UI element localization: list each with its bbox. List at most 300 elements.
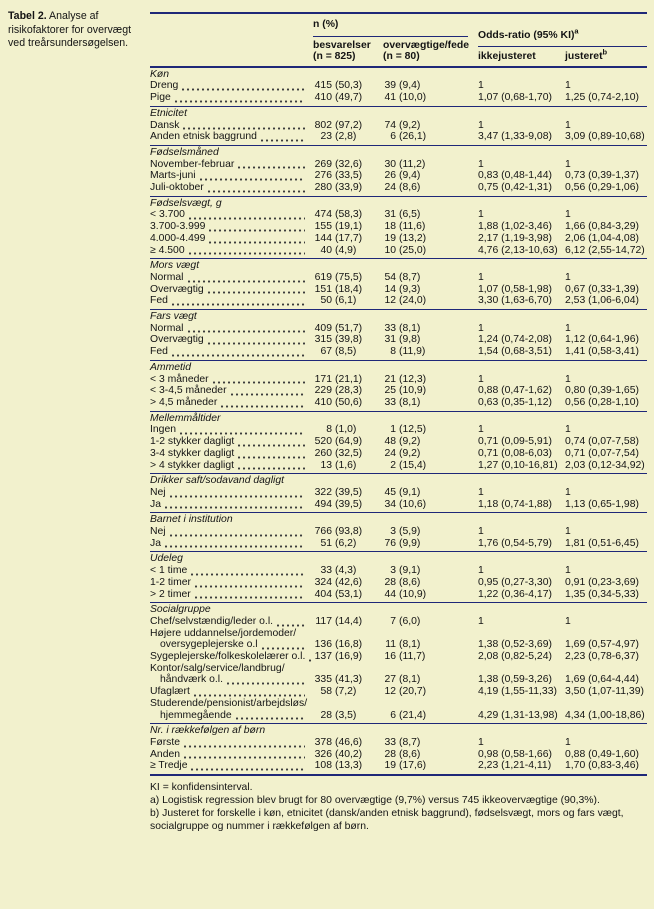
caption-label: Tabel 2. (8, 10, 47, 22)
cell-or-ikkejusteret: 1 (478, 615, 484, 627)
count: 619 (314, 271, 332, 283)
cell-overvaegtige-fede (383, 272, 478, 284)
percent: (6,5) (399, 209, 421, 221)
cell-or-justeret: 1 (565, 615, 571, 627)
cell-or-justeret: 1 (565, 486, 571, 498)
cell-besvarelser (313, 749, 383, 761)
table-header (150, 12, 647, 68)
percent: (9,2) (399, 436, 421, 448)
table-section (150, 361, 647, 412)
percent: (4,9) (335, 244, 357, 256)
percent: (14,4) (335, 615, 363, 627)
row-label-text: Dreng (150, 80, 179, 92)
dot-leader (175, 94, 305, 103)
count: 54 (384, 271, 396, 283)
row-label-text: > 4 stykker dagligt (150, 459, 235, 471)
cell-besvarelser (313, 565, 383, 577)
cell-besvarelser (313, 385, 383, 397)
percent: (10,0) (399, 92, 427, 104)
row-label (150, 120, 313, 132)
cell-or-ikkejusteret: 1 (478, 486, 484, 498)
row-label-text: Juli-oktober (150, 182, 204, 194)
row-label-text: Fed (150, 346, 168, 358)
row-label (150, 209, 313, 221)
cell-besvarelser (313, 92, 383, 104)
cell-overvaegtige-fede (383, 487, 478, 499)
table-row (150, 170, 647, 182)
count: 1 (390, 424, 396, 436)
cell-or-ikkejusteret: 1,54 (0,68-3,51) (478, 346, 552, 358)
row-label-text: < 1 time (150, 565, 188, 577)
count: 31 (384, 209, 396, 221)
percent: (32,6) (335, 158, 363, 170)
percent: (8,6) (399, 576, 421, 588)
cell-overvaegtige-fede (383, 120, 478, 132)
row-label (150, 589, 313, 601)
table-row (150, 159, 647, 171)
percent: (10,9) (399, 385, 427, 397)
row-label-text: Ja (150, 537, 161, 549)
table-row (150, 526, 647, 538)
cell-or-justeret: 1 (565, 565, 571, 577)
row-label-text: < 3.700 (150, 209, 185, 221)
cell-or-justeret: 3,50 (1,07-11,39) (565, 686, 644, 698)
table-row (150, 131, 647, 143)
cell-overvaegtige-fede (383, 397, 478, 409)
percent: (9,4) (399, 170, 421, 182)
count: 19 (384, 760, 396, 772)
cell-besvarelser (313, 710, 383, 722)
cell-or-justeret: 1 (565, 271, 571, 283)
row-label-text: Normal (150, 322, 184, 334)
cell-overvaegtige-fede (383, 80, 478, 92)
cell-overvaegtige-fede (383, 209, 478, 221)
dot-leader (221, 399, 305, 408)
dot-leader (262, 641, 305, 650)
row-label (150, 639, 313, 651)
percent: (39,8) (335, 334, 363, 346)
row-label-text: Nej (150, 526, 166, 538)
cell-besvarelser (313, 737, 383, 749)
table-section (150, 474, 647, 513)
percent: (9,4) (399, 80, 421, 92)
cell-or-justeret: 1,12 (0,64-1,96) (565, 334, 639, 346)
cell-or-justeret: 1,70 (0,83-3,46) (565, 760, 639, 772)
cell-overvaegtige-fede (383, 565, 478, 577)
row-label-text: håndværk o.l. (160, 674, 223, 686)
percent: (42,6) (335, 576, 363, 588)
cell-or-ikkejusteret: 4,19 (1,55-11,33) (478, 686, 557, 698)
cell-overvaegtige-fede (383, 323, 478, 335)
cell-besvarelser (313, 120, 383, 132)
count: 48 (384, 436, 396, 448)
cell-or-justeret: 0,56 (0,29-1,06) (565, 182, 639, 194)
count: 6 (390, 131, 396, 143)
row-label (150, 397, 313, 409)
table-row (150, 710, 647, 722)
percent: (50,3) (335, 80, 363, 92)
cell-overvaegtige-fede (383, 538, 478, 550)
count: 8 (326, 424, 332, 436)
cell-besvarelser (313, 284, 383, 296)
cell-or-justeret: 1 (565, 158, 571, 170)
dot-leader (238, 438, 305, 447)
cell-overvaegtige-fede (383, 436, 478, 448)
table-row (150, 323, 647, 335)
dot-leader (184, 739, 305, 748)
cell-overvaegtige-fede (383, 577, 478, 589)
percent: (40,2) (335, 748, 363, 760)
cell-besvarelser (313, 221, 383, 233)
row-label (150, 245, 313, 257)
count: 7 (390, 615, 396, 627)
percent: (18,4) (335, 283, 363, 295)
percent: (64,9) (335, 436, 363, 448)
row-label (150, 424, 313, 436)
cell-besvarelser (313, 686, 383, 698)
percent: (9,2) (399, 119, 421, 131)
table-row (150, 499, 647, 511)
count: 13 (320, 459, 332, 471)
count: 144 (314, 232, 332, 244)
percent: (17,7) (335, 232, 363, 244)
row-label-text: ≥ 4.500 (150, 244, 185, 256)
percent: (7,2) (335, 686, 357, 698)
row-label-text: < 3-4,5 måneder (150, 385, 227, 397)
row-label-text: Anden etnisk baggrund (150, 131, 257, 143)
cell-overvaegtige-fede (383, 460, 478, 472)
cell-or-ikkejusteret: 1 (478, 736, 484, 748)
table-row (150, 589, 647, 601)
table-section (150, 603, 647, 724)
table-section (150, 107, 647, 146)
table-row (150, 120, 647, 132)
cell-or-ikkejusteret: 1,38 (0,52-3,69) (478, 639, 552, 651)
cell-besvarelser (313, 80, 383, 92)
dot-leader (172, 297, 305, 306)
table-row (150, 92, 647, 104)
cell-besvarelser (313, 436, 383, 448)
count: 33 (320, 565, 332, 577)
count: 12 (384, 686, 396, 698)
dot-leader (188, 324, 306, 333)
cell-overvaegtige-fede (383, 589, 478, 601)
percent: (8,6) (399, 748, 421, 760)
count: 520 (314, 436, 332, 448)
cell-overvaegtige-fede (383, 233, 478, 245)
count: 108 (314, 760, 332, 772)
cell-or-ikkejusteret: 0,71 (0,09-5,91) (478, 436, 552, 448)
count: 31 (384, 334, 396, 346)
percent: (11,7) (399, 651, 426, 663)
odds-ratio-text: Odds-ratio (95% KI) (478, 30, 575, 41)
dot-leader (165, 500, 305, 509)
row-label (150, 628, 647, 640)
dot-leader (200, 172, 305, 181)
cell-or-ikkejusteret: 1,88 (1,02-3,46) (478, 221, 552, 233)
row-label (150, 538, 313, 550)
row-label (150, 170, 313, 182)
count: 21 (384, 373, 396, 385)
table-row (150, 651, 647, 663)
cell-or-justeret: 1,13 (0,65-1,98) (565, 498, 639, 510)
cell-or-justeret: 2,06 (1,04-4,08) (565, 232, 639, 244)
col-header-line: (n = 825) (313, 51, 356, 63)
cell-besvarelser (313, 424, 383, 436)
cell-overvaegtige-fede (383, 710, 478, 722)
row-label-text: Normal (150, 271, 184, 283)
cell-overvaegtige-fede (383, 651, 478, 663)
row-label (150, 385, 313, 397)
table-row (150, 233, 647, 245)
cell-besvarelser (313, 209, 383, 221)
row-label-text: 1-2 timer (150, 576, 191, 588)
table-row (150, 284, 647, 296)
count: 269 (314, 158, 332, 170)
footnote-b: b) Justeret for forskelle i køn, etnicitet (dansk/anden etnisk baggrund), fødselsvægt, mors og fars vægt, socialgruppe og nummer i rækkefølgen af børn. (150, 808, 624, 833)
count: 76 (384, 537, 396, 549)
row-label (150, 448, 313, 460)
count: 494 (314, 498, 332, 510)
percent: (75,5) (335, 271, 363, 283)
count: 33 (384, 322, 396, 334)
cell-besvarelser (313, 487, 383, 499)
cell-or-justeret: 1 (565, 119, 571, 131)
percent: (16,9) (335, 651, 363, 663)
count: 410 (314, 396, 332, 408)
count: 14 (384, 283, 396, 295)
percent: (32,5) (335, 447, 363, 459)
count: 404 (314, 588, 332, 600)
count: 12 (384, 295, 396, 307)
row-label (150, 577, 313, 589)
cell-overvaegtige-fede (383, 499, 478, 511)
row-label-text: Første (150, 736, 181, 748)
count: 117 (315, 615, 332, 627)
row-label-text: Ingen (150, 424, 177, 436)
cell-overvaegtige-fede (383, 284, 478, 296)
table-section (150, 412, 647, 475)
cell-or-justeret: 1 (565, 526, 571, 538)
dot-leader (189, 246, 305, 255)
cell-overvaegtige-fede (383, 295, 478, 307)
section-title: Udeleg (150, 553, 183, 565)
cell-or-ikkejusteret: 1 (478, 373, 484, 385)
count: 409 (314, 322, 332, 334)
table-section (150, 259, 647, 310)
cell-or-ikkejusteret: 1,18 (0,74-1,88) (478, 498, 552, 510)
count: 40 (320, 244, 332, 256)
count: 50 (320, 295, 332, 307)
cell-overvaegtige-fede (383, 760, 478, 772)
count: 51 (320, 537, 332, 549)
percent: (19,1) (335, 221, 363, 233)
cell-or-ikkejusteret: 0,63 (0,35-1,12) (478, 396, 552, 408)
count: 74 (384, 119, 396, 131)
percent: (51,7) (335, 322, 363, 334)
table-row (150, 616, 647, 628)
cell-or-ikkejusteret: 1 (478, 271, 484, 283)
percent: (6,2) (335, 537, 357, 549)
cell-or-ikkejusteret: 1 (478, 322, 484, 334)
table-row (150, 182, 647, 194)
count: 324 (314, 576, 332, 588)
row-label (150, 487, 313, 499)
cell-or-ikkejusteret: 0,95 (0,27-3,30) (478, 576, 552, 588)
row-label (150, 295, 313, 307)
row-label (150, 737, 313, 749)
table-row (150, 663, 647, 675)
cell-or-ikkejusteret: 1 (478, 80, 484, 92)
percent: (21,1) (335, 373, 363, 385)
count: 315 (314, 334, 332, 346)
table-row (150, 565, 647, 577)
table-row (150, 209, 647, 221)
percent: (8,7) (399, 736, 421, 748)
cell-or-justeret: 0,74 (0,07-7,58) (565, 436, 639, 448)
cell-or-ikkejusteret: 2,08 (0,82-5,24) (478, 651, 552, 663)
cell-or-justeret: 2,03 (0,12-34,92) (565, 459, 645, 471)
table-section (150, 552, 647, 603)
count: 34 (384, 498, 396, 510)
count: 19 (384, 232, 396, 244)
cell-or-ikkejusteret: 1,07 (0,68-1,70) (478, 92, 552, 104)
cell-besvarelser (313, 639, 383, 651)
row-label-text: Anden (150, 748, 181, 760)
dot-leader (165, 539, 305, 548)
table-section (150, 68, 647, 107)
cell-or-justeret: 0,67 (0,33-1,39) (565, 283, 639, 295)
row-label-text: Ja (150, 498, 161, 510)
cell-or-justeret: 1,41 (0,58-3,41) (565, 346, 639, 358)
cell-besvarelser (313, 448, 383, 460)
percent: (26,1) (399, 131, 427, 143)
cell-besvarelser (313, 233, 383, 245)
cell-or-ikkejusteret: 1,27 (0,10-16,81) (478, 459, 558, 471)
cell-besvarelser (313, 538, 383, 550)
percent: (93,8) (335, 526, 363, 538)
cell-besvarelser (313, 589, 383, 601)
cell-overvaegtige-fede (383, 686, 478, 698)
count: 137 (314, 651, 332, 663)
count: 2 (390, 459, 396, 471)
table-section (150, 724, 647, 776)
table-row (150, 686, 647, 698)
dot-leader (238, 461, 305, 470)
row-label (150, 131, 313, 143)
percent: (9,9) (399, 537, 421, 549)
dot-leader (191, 567, 305, 576)
count: 39 (384, 80, 396, 92)
cell-besvarelser (313, 397, 383, 409)
dot-leader (170, 528, 305, 537)
section-title: Socialgruppe (150, 604, 211, 616)
cell-besvarelser (313, 245, 383, 257)
row-label-text: 3.700-3.999 (150, 221, 206, 233)
cell-overvaegtige-fede (383, 616, 478, 628)
row-label (150, 346, 313, 358)
cell-besvarelser (313, 499, 383, 511)
cell-or-ikkejusteret: 0,83 (0,48-1,44) (478, 170, 552, 182)
cell-or-justeret: 1,69 (0,64-4,44) (565, 674, 639, 686)
percent: (12,5) (399, 424, 427, 436)
count: 322 (314, 486, 332, 498)
cell-or-ikkejusteret: 1 (478, 565, 484, 577)
count: 41 (384, 92, 396, 104)
percent: (9,3) (399, 283, 421, 295)
cell-overvaegtige-fede (383, 385, 478, 397)
cell-or-ikkejusteret: 1 (478, 209, 484, 221)
table-row (150, 538, 647, 550)
percent: (9,2) (399, 447, 421, 459)
cell-besvarelser (313, 346, 383, 358)
percent: (33,9) (335, 182, 363, 194)
row-label (150, 499, 313, 511)
row-label-text: Ufaglært (150, 686, 190, 698)
count: 280 (314, 182, 332, 194)
cell-or-justeret: 1 (565, 209, 571, 221)
table-caption (8, 10, 135, 51)
col-header-line: besvarelser (313, 39, 371, 51)
count: 33 (384, 736, 396, 748)
dot-leader (208, 285, 305, 294)
count: 24 (384, 447, 396, 459)
table-row (150, 221, 647, 233)
row-label (150, 686, 313, 698)
dot-leader (238, 160, 305, 169)
row-label (150, 159, 313, 171)
percent: (8,6) (399, 182, 421, 194)
cell-or-ikkejusteret: 1 (478, 119, 484, 131)
row-label-text: hjemmegående (160, 709, 232, 721)
dot-leader (209, 223, 305, 232)
cell-or-justeret: 1,81 (0,51-6,45) (565, 537, 639, 549)
cell-or-ikkejusteret: 1 (478, 424, 484, 436)
row-label (150, 760, 313, 772)
percent: (10,6) (399, 498, 427, 510)
table-row (150, 737, 647, 749)
table-row (150, 295, 647, 307)
percent: (97,2) (335, 119, 363, 131)
dot-leader (277, 618, 305, 627)
row-label-text: Studerende/pensionist/arbejdsløs/ (150, 697, 308, 709)
percent: (5,9) (399, 526, 421, 538)
percent: (9,8) (399, 334, 421, 346)
count: 58 (320, 686, 332, 698)
cell-or-justeret: 1,25 (0,74-2,10) (565, 92, 639, 104)
percent: (50,6) (335, 396, 363, 408)
section-title: Fars vægt (150, 311, 197, 323)
row-label-text: > 4,5 måneder (150, 396, 218, 408)
row-label-text: 4.000-4.499 (150, 232, 206, 244)
cell-or-ikkejusteret: 1 (478, 526, 484, 538)
table-row (150, 436, 647, 448)
row-label (150, 749, 313, 761)
cell-or-justeret: 2,23 (0,78-6,37) (565, 651, 639, 663)
dot-leader (172, 348, 305, 357)
percent: (9,1) (399, 565, 421, 577)
cell-overvaegtige-fede (383, 374, 478, 386)
cell-besvarelser (313, 616, 383, 628)
row-label (150, 334, 313, 346)
section-title: Fødselsvægt, g (150, 197, 222, 209)
cell-or-ikkejusteret: 1,24 (0,74-2,08) (478, 334, 552, 346)
cell-overvaegtige-fede (383, 639, 478, 651)
section-title: Køn (150, 68, 170, 80)
count: 28 (320, 709, 332, 721)
row-label-text: Marts-juni (150, 170, 196, 182)
cell-overvaegtige-fede (383, 346, 478, 358)
